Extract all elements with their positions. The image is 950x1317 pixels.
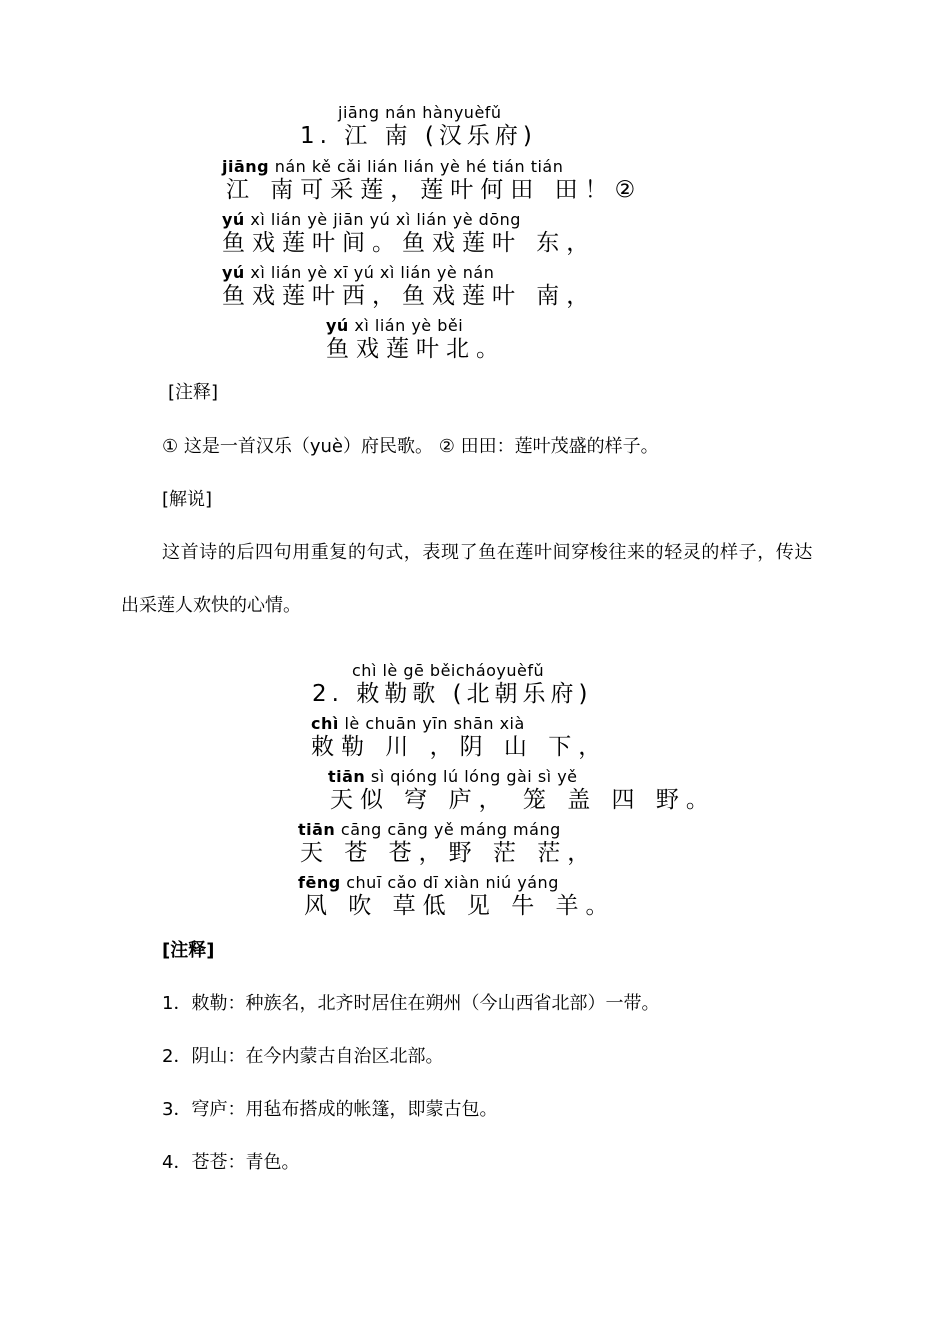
poem2-line4-pinyin: fēng chuī cǎo dī xiàn niú yáng bbox=[298, 873, 559, 892]
poem2-note-1: 1．敕勒：种族名，北齐时居住在朔州（今山西省北部）一带。 bbox=[162, 993, 660, 1014]
poem2-title: 2. 敕勒歌 (北朝乐府) bbox=[312, 681, 593, 707]
poem2-line2-pinyin: tiān sì qióng lú lóng gài sì yě bbox=[328, 767, 578, 786]
poem2-line1: 敕勒 川 ，阴 山 下， bbox=[311, 734, 609, 760]
poem2-notes-heading: [注释] bbox=[162, 940, 215, 961]
poem2-note-3: 3．穹庐：用毡布搭成的帐篷，即蒙古包。 bbox=[162, 1099, 498, 1120]
poem1-line3-pinyin: yú xì lián yè xī yú xì lián yè nán bbox=[222, 263, 495, 282]
poem1-line1: 江 南可采莲，莲叶何田 田！② bbox=[226, 177, 643, 203]
poem2-note-2: 2．阴山：在今内蒙古自治区北部。 bbox=[162, 1046, 444, 1067]
poem2-line2: 天似 穹 庐， 笼 盖 四 野。 bbox=[330, 787, 716, 813]
poem1-line3: 鱼戏莲叶西，鱼戏莲叶 南， bbox=[222, 283, 597, 309]
poem1-line2-pinyin: yú xì lián yè jiān yú xì lián yè dōng bbox=[222, 210, 521, 229]
poem1-explain-line1: 这首诗的后四句用重复的句式，表现了鱼在莲叶间穿梭往来的轻灵的样子，传达 bbox=[162, 542, 813, 563]
poem1-notes-heading: [注释] bbox=[168, 382, 219, 403]
poem2-line3: 天 苍 苍，野 茫 茫， bbox=[300, 840, 598, 866]
poem1-notes: ① 这是一首汉乐（yuè）府民歌。 ② 田田：莲叶茂盛的样子。 bbox=[162, 436, 659, 457]
poem2-line4: 风 吹 草低 见 牛 羊。 bbox=[304, 893, 616, 919]
poem2-line1-pinyin: chì lè chuān yīn shān xià bbox=[311, 714, 525, 733]
poem1-title-pinyin: jiāng nán hànyuèfǔ bbox=[338, 103, 502, 122]
poem1-line1-pinyin: jiāng nán kě cǎi lián lián yè hé tián tián bbox=[222, 157, 564, 176]
poem1-line4: 鱼戏莲叶北。 bbox=[326, 336, 506, 362]
poem2-line3-pinyin: tiān cāng cāng yě máng máng bbox=[298, 820, 561, 839]
poem2-note-4: 4．苍苍：青色。 bbox=[162, 1152, 300, 1173]
poem1-line4-pinyin: yú xì lián yè běi bbox=[326, 316, 464, 335]
poem1-title: 1. 江 南 (汉乐府) bbox=[300, 123, 537, 149]
poem2-title-pinyin: chì lè gē běicháoyuèfǔ bbox=[352, 661, 545, 680]
poem1-explain-line2: 出采莲人欢快的心情。 bbox=[121, 595, 301, 616]
poem1-explain-heading: [解说] bbox=[162, 489, 213, 510]
poem1-line2: 鱼戏莲叶间。鱼戏莲叶 东， bbox=[222, 230, 597, 256]
